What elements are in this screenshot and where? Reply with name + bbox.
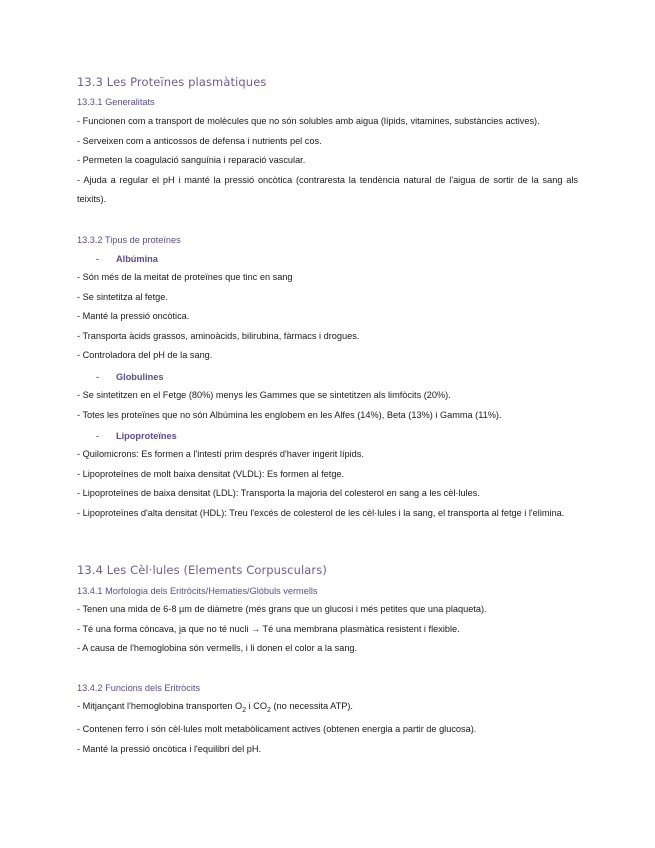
list-item: - Són més de la meitat de proteïnes que tinc en sang xyxy=(77,272,293,282)
list-item: - Manté la pressió oncòtica. xyxy=(77,311,190,321)
list-item: - Lipoproteïnes de baixa densitat (LDL): Transporta la majoria del colesterol en sang a les cèl·lules. xyxy=(77,488,480,498)
bullet-label: Lipoproteïnes xyxy=(116,431,177,441)
list-item: - Controladora del pH de la sang. xyxy=(77,350,213,360)
transport-text-suffix: (no necessita ATP). xyxy=(270,701,353,711)
list-item: - Tenen una mida de 6-8 µm de diàmetre (més grans que un glucosi i més petites que una plaqueta). xyxy=(77,604,487,614)
list-item: - Serveixen com a anticossos de defensa i nutrients pel cos. xyxy=(77,135,322,146)
lipoproteines-list xyxy=(77,445,578,523)
list-item: - Se sintetitzen en el Fetge (80%) menys les Gammes que se sintetitzen als limfòcits (20%). xyxy=(77,390,451,400)
bullet-dash: - xyxy=(96,431,100,441)
globulines-list xyxy=(77,386,578,425)
transport-text-prefix: - Mitjançant l'hemoglobina transporten O xyxy=(77,701,243,711)
list-item: - A causa de l'hemoglobina són vermells, i li donen el color a la sang. xyxy=(77,643,358,653)
bullet-albumina xyxy=(96,254,158,264)
list-item: - Lipoproteïnes de molt baixa densitat (VLDL): Es formen al fetge. xyxy=(77,468,345,479)
subscript-2: 2 xyxy=(267,706,271,714)
subsection-heading-13-3-1: 13.3.1 Generalitats xyxy=(77,97,155,107)
subsection-heading-13-4-2: 13.4.2 Funcions dels Eritròcits xyxy=(77,683,201,693)
list-item-transport xyxy=(77,697,578,720)
bullet-label: Globulines xyxy=(116,372,164,382)
list-item: - Funcionen com a transport de molècules que no són solubles amb aigua (lípids, vitamines, substàncies actives). xyxy=(77,116,540,126)
transport-text-mid: i CO xyxy=(246,701,268,711)
albumina-list xyxy=(77,268,578,366)
bullet-lipoproteines xyxy=(96,431,177,441)
section-heading-13-4: 13.4 Les Cèl·lules (Elements Corpusculars) xyxy=(77,563,327,577)
morfologia-list xyxy=(77,600,578,659)
list-item: - Totes les proteïnes que no són Albúmina les englobem en les Alfes (14%), Beta (13%) i Gamma (11%). xyxy=(77,409,502,420)
list-item: - Contenen ferro i són cèl·lules molt metabòlicament actives (obtenen energia a partir de glucosa). xyxy=(77,724,477,735)
list-item: - Té una forma còncava, ja que no té nucli → Té una membrana plasmàtica resistent i flexible. xyxy=(77,623,460,634)
subscript-2: 2 xyxy=(242,706,247,714)
bullet-label: Albúmina xyxy=(116,254,158,264)
funcions-list xyxy=(77,697,578,759)
section-heading-13-3: 13.3 Les Proteïnes plasmàtiques xyxy=(77,75,267,89)
subsection-heading-13-4-1: 13.4.1 Morfologia dels Eritròcits/Hematies/Glòbuls vermells xyxy=(77,586,318,596)
generalitats-list xyxy=(77,112,578,210)
list-item: - Ajuda a regular el pH i manté la pressió oncòtica (contraresta la tendència natural de l'aigua de sortir de la sang als teixits). xyxy=(77,174,578,204)
list-item: - Lipoproteïnes d'alta densitat (HDL): Treu l'excés de colesterol de les cèl·lules i la sang, el transporta al fetge i l'elimina. xyxy=(77,507,565,518)
bullet-globulines xyxy=(96,372,163,382)
list-item: - Se sintetitza al fetge. xyxy=(77,291,168,302)
list-item: - Permeten la coagulació sanguínia i reparació vascular. xyxy=(77,155,306,165)
list-item: - Transporta àcids grassos, aminoàcids, bilirubina, fàrmacs i drogues. xyxy=(77,330,360,341)
subsection-heading-13-3-2: 13.3.2 Tipus de proteïnes xyxy=(77,235,181,245)
list-item: - Quilomicrons: Es formen a l'intestí prim després d'haver ingerit lípids. xyxy=(77,449,364,459)
list-item: - Manté la pressió oncòtica i l'equilibri del pH. xyxy=(77,743,262,754)
bullet-dash: - xyxy=(96,254,100,264)
bullet-dash: - xyxy=(96,372,100,382)
